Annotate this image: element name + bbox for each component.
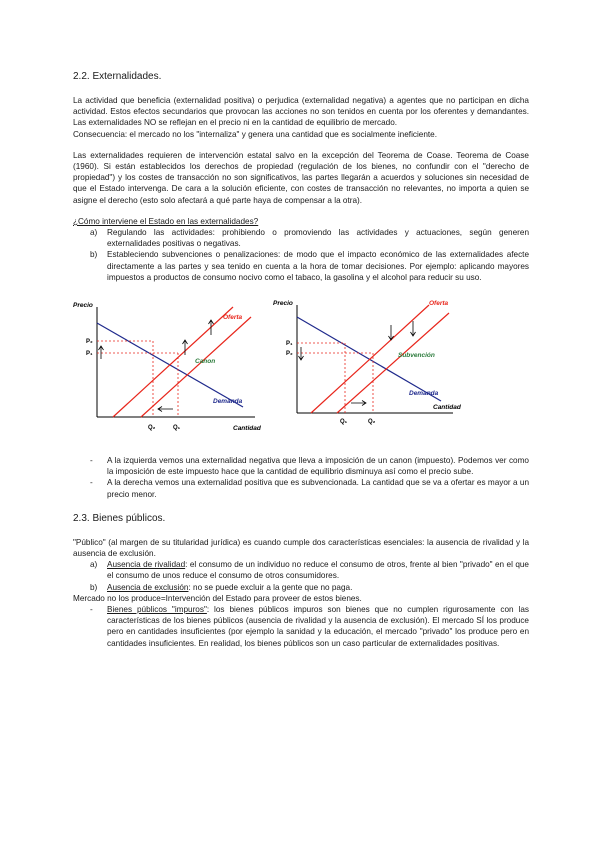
supply-label: Oferta [223,314,243,322]
tick-p1: P₁ [286,341,293,348]
question-heading: ¿Cómo interviene el Estado en las externalidades? [73,216,259,226]
impure-goods-list [73,604,529,649]
arrow-right-icon [351,401,366,406]
paragraph-definition: La actividad que beneficia (externalidad positiva) o perjudica (externalidad negativa) a agentes que no participan en dicha actividad. Estos efectos secundarios que provocan las acciones no son tenidos en cuenta por los oferentes y demandantes. Las externalidades NO se reflejan en el precio ni en la cantidad de equilibrio de mercado. [73,96,529,128]
chart-canon [73,295,273,445]
arrow-down-icon [299,347,304,360]
list-item-text: A la izquierda vemos una externalidad negativa que lleva a imposición de un canon (impuesto). Podemos ver como la imposición de este impuesto hace que la cantidad de equilibrio disminuya así como el precio sube. [107,456,529,477]
list-item [90,477,529,499]
arrow-down-icon [389,325,394,340]
list-item-text: Estableciendo subvenciones o penalizaciones: de modo que el impacto económico de las externalidades afecte directamente a las partes y sea tenido en cuenta a la hora de tomar decisiones. Por ejemplo: aplicando mayores impuestos a productos de consumo nocivo como el tabaco, la gasolina y el alcohol para reducir su uso. [107,250,529,282]
list-item [90,455,529,477]
y-axis-label: Precio [73,302,93,310]
demand-label: Demanda [213,398,243,406]
list-item [90,559,529,581]
tick-q2: Q₂ [148,425,156,432]
arrow-down-icon [411,321,416,336]
canon-label: Canon [195,358,216,366]
chart-subvencion [273,295,473,445]
paragraph-coase: Las externalidades requieren de intervención estatal salvo en la excepción del Teorema de Coase. Teorema de Coase (1960). Si están establecidos los derechos de propiedad (regulación de los bienes, no confundir con el "derecho de propiedad") y los costes de transacción no son significativos, las partes llegarán a acuerdos y soluciones sin necesidad de que el Estado intervenga. De cara a la solución eficiente, con costes de transacción no relevantes, no importa a quien se asigne el derecho (esto solo afectará a qué parte haya de compensar a la otra). [73,150,529,205]
tick-q1: Q₁ [173,425,181,432]
list-item [90,227,529,249]
list-marker: a) [90,560,98,570]
list-item-text: : no se puede excluir a la gente que no paga. [188,582,353,592]
supply-shifted-line [337,313,449,413]
x-axis-label: Cantidad [233,425,261,433]
list-marker: a) [90,228,98,238]
arrow-left-icon [158,407,173,412]
section-heading-bienes-publicos: 2.3. Bienes públicos. [73,512,166,524]
demand-line [297,317,441,401]
term: Ausencia de exclusión [107,582,189,592]
y-axis-label: Precio [273,300,293,308]
section-heading-externalidades: 2.2. Externalidades. [73,71,162,82]
list-item-text: : los bienes públicos impuros son bienes que no cumplen rigurosamente con las características de los bienes públicos (ausencia de rivalidad y la ausencia de exclusión). El mercado SÍ los produce pero en cantidades insuficientes (por ejemplo la sanidad y la educación, el mercado "privado" los produce pero en cantidades insuficientes. En realidad, los bienes públicos son un caso particular de externalidades positivas. [107,605,529,648]
subsidy-label: Subvención [398,352,435,360]
paragraph-market: Mercado no los produce=Intervención del Estado para proveer de estos bienes. [73,593,362,603]
characteristics-list [73,559,529,593]
tick-p2: P₂ [286,351,293,358]
tick-p1: P₁ [86,351,93,358]
arrow-up-icon [209,320,214,335]
tick-q1: Q₁ [340,419,348,426]
list-marker: - [90,605,93,615]
x-axis-label: Cantidad [433,404,461,412]
term: Ausencia de rivalidad [107,560,186,570]
supply-label: Oferta [429,300,449,308]
list-item [90,249,529,283]
list-marker: b) [90,582,98,592]
list-item-text: A la derecha vemos una externalidad positiva que es subvencionada. La cantidad que se va a ofertar es mayor a un precio menor. [107,478,529,499]
charts-figure [73,295,529,445]
tick-q2: Q₂ [368,419,376,426]
list-marker: b) [90,250,98,260]
list-item [90,604,529,649]
paragraph-public-definition: "Público" (al margen de su titularidad jurídica) es cuando cumple dos características esenciales: la ausencia de rivalidad y la ausencia de exclusión. [73,537,529,559]
list-item [90,582,529,593]
paragraph-consequence: Consecuencia: el mercado no los "internaliza" y genera una cantidad que es socialmente ineficiente. [73,129,438,139]
demand-label: Demanda [409,390,439,398]
list-marker: - [90,456,93,466]
document-page [73,70,529,649]
chart-explanation-list [73,455,529,500]
term: Bienes públicos "impuros" [107,605,207,615]
tick-p2: P₂ [86,339,93,346]
list-item-text: : el consumo de un individuo no reduce el consumo de otros, frente al bien "privado" en el que el consumo de unos reduce el consumo de otros consumidores. [107,560,529,581]
list-marker: - [90,478,93,488]
intervention-list [73,227,529,283]
arrow-up-icon [99,346,104,359]
list-item-text: Regulando las actividades: prohibiendo o promoviendo las actividades y actuaciones, según generen externalidades positivas o negativas. [107,228,529,249]
